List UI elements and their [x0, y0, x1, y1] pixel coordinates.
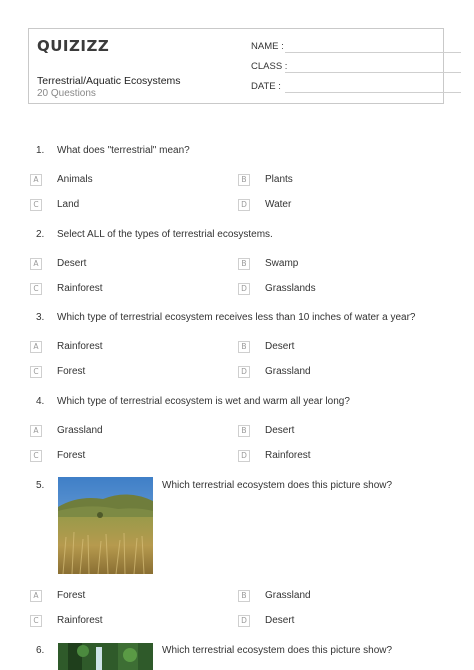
quizizz-logo: QUIZIZZ	[37, 37, 110, 55]
option-d[interactable]: Water	[265, 199, 292, 210]
option-letter-c: C	[30, 199, 42, 211]
name-field[interactable]	[251, 41, 284, 52]
date-label: DATE :	[251, 81, 281, 92]
option-letter-d: D	[238, 450, 250, 462]
option-d[interactable]: Grassland	[265, 366, 311, 377]
worksheet-header	[28, 28, 444, 104]
option-d[interactable]: Grasslands	[265, 283, 316, 294]
question-text: Which type of terrestrial ecosystem is wet and warm all year long?	[57, 396, 350, 407]
question-text: Which terrestrial ecosystem does this picture show?	[162, 480, 393, 491]
option-b[interactable]: Desert	[265, 425, 295, 436]
option-a[interactable]: Forest	[57, 590, 86, 601]
date-field[interactable]	[251, 81, 281, 92]
option-letter-d: D	[238, 615, 250, 627]
question-number: 5.	[36, 480, 45, 491]
question-count: 20 Questions	[37, 88, 96, 99]
option-b[interactable]: Swamp	[265, 258, 299, 269]
option-letter-b: B	[238, 425, 250, 437]
option-letter-a: A	[30, 590, 42, 602]
option-letter-a: A	[30, 425, 42, 437]
question-number: 3.	[36, 312, 45, 323]
option-letter-c: C	[30, 283, 42, 295]
option-c[interactable]: Land	[57, 199, 80, 210]
option-b[interactable]: Desert	[265, 341, 295, 352]
class-line	[285, 72, 461, 73]
option-letter-d: D	[238, 366, 250, 378]
option-letter-c: C	[30, 366, 42, 378]
grassland-photo	[58, 477, 153, 574]
question-text: Select ALL of the types of terrestrial ecosystems.	[57, 229, 273, 240]
option-c[interactable]: Rainforest	[57, 283, 103, 294]
option-b[interactable]: Plants	[265, 174, 293, 185]
option-letter-a: A	[30, 341, 42, 353]
worksheet-title: Terrestrial/Aquatic Ecosystems	[37, 75, 181, 87]
option-letter-c: C	[30, 615, 42, 627]
option-letter-b: B	[238, 341, 250, 353]
question-text: Which terrestrial ecosystem does this picture show?	[162, 645, 393, 656]
name-label: NAME :	[251, 41, 284, 52]
option-d[interactable]: Desert	[265, 615, 295, 626]
option-letter-a: A	[30, 258, 42, 270]
option-a[interactable]: Grassland	[57, 425, 103, 436]
option-b[interactable]: Grassland	[265, 590, 311, 601]
option-letter-b: B	[238, 590, 250, 602]
option-letter-b: B	[238, 174, 250, 186]
option-letter-c: C	[30, 450, 42, 462]
option-letter-d: D	[238, 283, 250, 295]
option-letter-d: D	[238, 199, 250, 211]
option-c[interactable]: Forest	[57, 450, 86, 461]
option-a[interactable]: Rainforest	[57, 341, 103, 352]
option-a[interactable]: Animals	[57, 174, 93, 185]
question-number: 2.	[36, 229, 45, 240]
question-number: 1.	[36, 145, 45, 156]
question-number: 6.	[36, 645, 45, 656]
rainforest-photo	[58, 643, 153, 670]
option-d[interactable]: Rainforest	[265, 450, 311, 461]
date-line	[285, 92, 461, 93]
name-line	[285, 52, 461, 53]
question-text: What does "terrestrial" mean?	[57, 145, 190, 156]
question-number: 4.	[36, 396, 45, 407]
option-c[interactable]: Rainforest	[57, 615, 103, 626]
option-letter-b: B	[238, 258, 250, 270]
class-label: CLASS :	[251, 61, 288, 72]
option-c[interactable]: Forest	[57, 366, 86, 377]
option-letter-a: A	[30, 174, 42, 186]
question-text: Which type of terrestrial ecosystem receives less than 10 inches of water a year?	[57, 312, 416, 323]
class-field[interactable]	[251, 61, 287, 72]
option-a[interactable]: Desert	[57, 258, 87, 269]
